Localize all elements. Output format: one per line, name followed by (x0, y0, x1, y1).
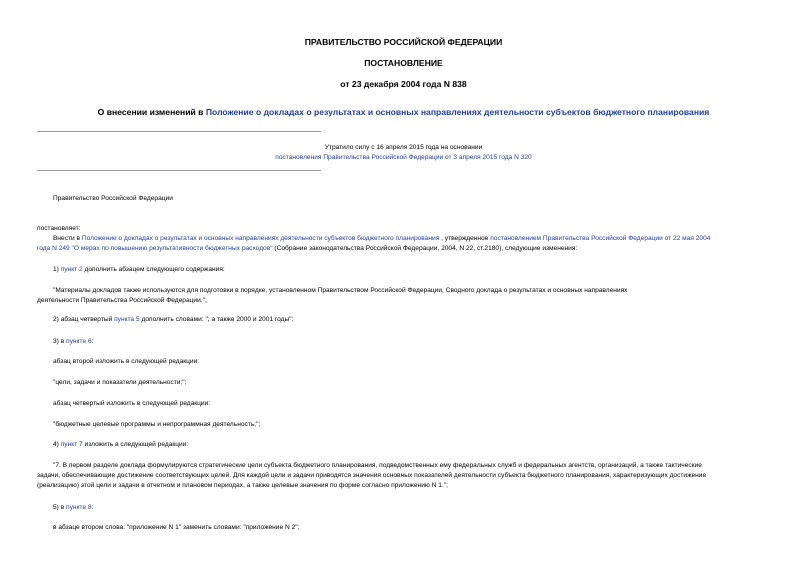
intro-text-2: , утвержденное (439, 235, 491, 242)
item-2 (53, 315, 293, 325)
item-3-line-a: абзац второй изложить в следующей редакции: (53, 358, 200, 365)
title-link-regulation[interactable]: Положение о докладах о результатах и основных направлениях деятельности субъектов бюджетного планирования (205, 107, 710, 117)
item-4 (53, 440, 188, 450)
item-1-quote-line-1: "Материалы докладов также используются для подготовки в порядке, установленном Правительством Российской Федерации, Сводного доклада о результатах и основных направлениях (53, 287, 628, 294)
document-date-number: от 23 декабря 2004 года N 838 (340, 79, 467, 89)
government-heading: ПРАВИТЕЛЬСТВО РОССИЙСКОЙ ФЕДЕРАЦИИ (304, 37, 503, 47)
intro-text-1: Внести в (53, 235, 82, 242)
regulation-link[interactable]: Положение о докладах о результатах и основных направлениях деятельности субъектов бюджетного планирования (81, 235, 440, 242)
item-5-text: : (91, 504, 94, 511)
divider-bottom (37, 170, 321, 171)
item-3 (53, 337, 93, 347)
item-1-quote-line-2: деятельности Правительства Российской Федерации."; (37, 297, 207, 304)
item-3-line-d: "бюджетные целевые программы и непрограммная деятельность;"; (53, 421, 261, 428)
authority-text: Правительство Российской Федерации (53, 195, 173, 202)
repeal-decree-link[interactable]: постановления Правительства Российской Федерации от 3 апреля 2015 года N 320 (275, 154, 532, 161)
item-3-text: : (91, 338, 94, 345)
item-1-text: дополнить абзацем следующего содержания: (82, 266, 225, 273)
item-5-prefix: 5) в (53, 504, 67, 511)
divider-top (37, 131, 321, 132)
item-5 (53, 503, 93, 513)
title-prefix: О внесении изменений в (97, 107, 206, 117)
item-3-line-c: абзац четвертый изложить в следующей редакции: (53, 400, 211, 407)
intro-line-1 (53, 234, 710, 244)
item-3-link[interactable]: пункте 6 (66, 338, 92, 345)
document-type-heading: ПОСТАНОВЛЕНИЕ (364, 58, 443, 68)
item-1-prefix: 1) (53, 266, 61, 273)
decree-249-link-continued[interactable]: года N 249 "О мерах по повышению результативности бюджетных расходов" (37, 245, 273, 252)
item-4-quote-line-2: задачи, обеспечивающие достижение соответствующих целей. Для каждой цели и задачи приводятся значения основных показателей деятельности субъекта бюджетного планирования, характеризующих достижение (37, 472, 707, 479)
item-2-prefix: 2) абзац четвертый (53, 316, 115, 323)
item-5-link[interactable]: пункте 8 (66, 504, 92, 511)
intro-line-2 (37, 244, 577, 254)
item-1 (53, 265, 225, 275)
item-4-quote-line-1: "7. В первом разделе доклада формулируются стратегические цели субъекта бюджетного планирования, подведомственных ему федеральных служб и федеральных агентств, организаций, а также тактические (53, 462, 702, 469)
item-3-prefix: 3) в (53, 338, 67, 345)
item-2-text: дополнить словами: ", а также 2000 и 2001 годы"; (139, 316, 294, 323)
status-link-container (0, 153, 807, 163)
item-1-link[interactable]: пункт 2 (60, 266, 83, 273)
item-4-prefix: 4) (53, 441, 61, 448)
item-4-text: изложить в следующей редакции: (82, 441, 189, 448)
decrees-text: постановляет: (37, 225, 81, 232)
item-4-quote-line-3: (реализацию) этой цели и задачи в отчетном и плановом периодах, а также целевые значения по форме согласно приложению N 1."; (37, 482, 448, 489)
item-3-line-b: "цели, задачи и показатели деятельности;"; (53, 379, 187, 386)
item-4-link[interactable]: пункт 7 (60, 441, 83, 448)
decree-249-link[interactable]: постановлением Правительства Российской Федерации от 22 мая 2004 (490, 235, 711, 242)
item-2-link[interactable]: пункта 5 (114, 316, 140, 323)
document-title (0, 107, 807, 117)
intro-text-3: (Собрание законодательства Российской Федерации, 2004, N 22, ст.2180), следующие изменения: (272, 245, 578, 252)
status-line: Утратило силу с 16 апреля 2015 года на основании (324, 144, 483, 151)
item-5-line-a: в абзаце втором слова: "приложение N 1" заменить словами: "приложение N 2"; (53, 524, 300, 531)
